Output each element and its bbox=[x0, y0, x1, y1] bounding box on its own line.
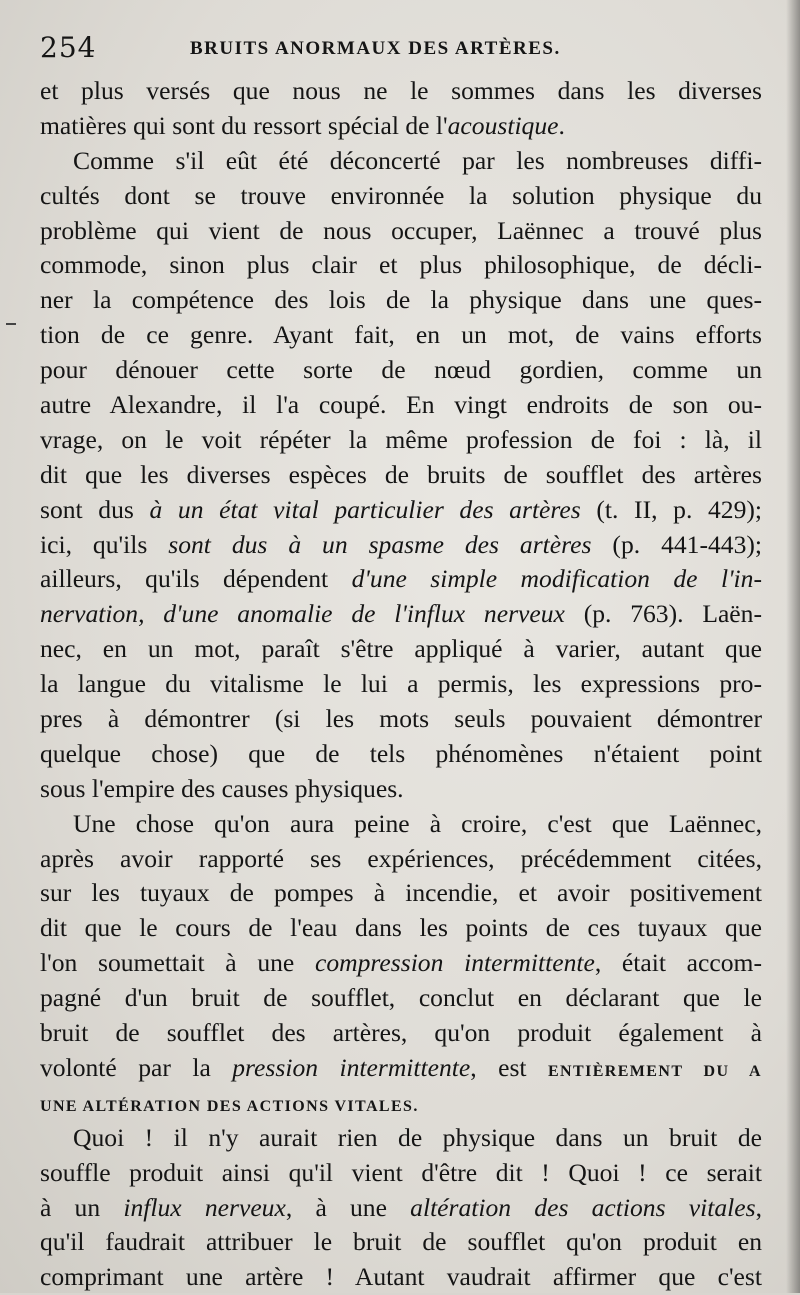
text-line bbox=[40, 562, 762, 597]
text-line bbox=[40, 842, 762, 877]
text-segment: ailleurs, qu'ils dépendent bbox=[40, 564, 352, 594]
text-segment: pour dénouer cette sorte de nœud gordien, comme un bbox=[40, 355, 762, 385]
text-segment: . bbox=[558, 110, 565, 140]
text-segment: Comme s'il eût été déconcerté par les nombreuses diffi- bbox=[73, 145, 762, 175]
text-line bbox=[40, 597, 762, 632]
text-segment: cultés dont se trouve environnée la solution physique du bbox=[40, 180, 762, 210]
text-line bbox=[40, 423, 762, 458]
text-line bbox=[40, 1086, 762, 1121]
text-segment: problème qui vient de nous occuper, Laënnec a trouvé plus bbox=[40, 215, 762, 245]
text-line bbox=[40, 1260, 762, 1295]
text-line bbox=[40, 911, 762, 946]
text-segment: et plus versés que nous ne le sommes dans les diverses bbox=[40, 76, 762, 105]
margin-mark bbox=[6, 323, 16, 325]
italic-text: nervation, d'une anomalie de l'influx nerveux bbox=[40, 599, 565, 629]
text-segment: , à une bbox=[285, 1192, 411, 1222]
text-segment: dit que le cours de l'eau dans les points de ces tuyaux que bbox=[40, 913, 762, 943]
small-caps-text: UNE ALTÉRATION DES ACTIONS VITALES. bbox=[40, 1097, 419, 1115]
text-line bbox=[40, 248, 762, 283]
text-segment: Quoi ! il n'y aurait rien de physique dans un bruit de bbox=[73, 1122, 762, 1152]
text-segment: , était accom- bbox=[594, 948, 762, 978]
text-segment: bruit de soufflet des artères, qu'on produit également à bbox=[40, 1018, 762, 1048]
page-number: 254 bbox=[40, 31, 97, 64]
text-segment: comprimant une artère ! Autant vaudrait affirmer que c'est bbox=[40, 1262, 762, 1292]
text-segment: tion de ce genre. Ayant fait, en un mot, de vains efforts bbox=[40, 320, 762, 350]
text-line bbox=[40, 632, 762, 667]
text-segment: ner la compétence des lois de la physique dans une ques- bbox=[40, 285, 762, 315]
text-segment: la langue du vitalisme le lui a permis, les expressions pro- bbox=[40, 669, 762, 699]
text-segment: Une chose qu'on aura peine à croire, c'est que Laënnec, bbox=[73, 808, 762, 838]
text-segment: dit que les diverses espèces de bruits de soufflet des artères bbox=[40, 459, 762, 489]
italic-text: altération des actions vitales bbox=[410, 1192, 756, 1222]
text-segment: quelque chose) que de tels phénomènes n'étaient point bbox=[40, 738, 762, 768]
text-line bbox=[40, 1225, 762, 1260]
text-line bbox=[40, 493, 762, 528]
text-line bbox=[40, 74, 762, 109]
text-segment: , est bbox=[470, 1052, 548, 1082]
text-line bbox=[40, 1191, 762, 1226]
text-line bbox=[40, 1156, 762, 1191]
text-line bbox=[40, 981, 762, 1016]
page-header bbox=[40, 30, 760, 66]
text-line bbox=[40, 283, 762, 318]
italic-text: d'une simple modification de l'in- bbox=[351, 564, 762, 594]
text-line bbox=[40, 1121, 762, 1156]
text-segment: qu'il faudrait attribuer le bruit de soufflet qu'on produit en bbox=[40, 1227, 762, 1257]
small-caps-text: ENTIÈREMENT DU A bbox=[547, 1062, 762, 1080]
text-segment: sont dus bbox=[40, 494, 150, 524]
text-segment: commode, sinon plus clair et plus philosophique, de décli- bbox=[40, 250, 762, 280]
italic-text: pression intermittente bbox=[232, 1052, 471, 1082]
text-segment: sous l'empire des causes physiques. bbox=[40, 773, 404, 803]
text-line bbox=[40, 772, 762, 807]
text-line bbox=[40, 144, 762, 179]
text-line bbox=[40, 702, 762, 737]
text-segment: autre Alexandre, il l'a coupé. En vingt endroits de son ou- bbox=[40, 390, 762, 420]
running-title: BRUITS ANORMAUX DES ARTÈRES. bbox=[190, 38, 561, 59]
text-segment: ici, qu'ils bbox=[40, 529, 169, 559]
text-segment: nec, en un mot, paraît s'être appliqué à varier, autant que bbox=[40, 634, 762, 664]
text-segment: après avoir rapporté ses expériences, précédemment citées, bbox=[40, 843, 762, 873]
text-segment: volonté par la bbox=[40, 1052, 233, 1082]
text-line bbox=[40, 353, 762, 388]
text-line bbox=[40, 214, 762, 249]
text-line bbox=[40, 109, 762, 144]
italic-text: acoustique bbox=[447, 110, 559, 140]
text-segment: vrage, on le voit répéter la même profession de foi : là, il bbox=[40, 424, 762, 454]
text-segment: (t. II, p. 429); bbox=[580, 494, 763, 524]
text-segment: pagné d'un bruit de soufflet, conclut en déclarant que le bbox=[40, 983, 762, 1013]
text-line bbox=[40, 1016, 762, 1051]
text-line bbox=[40, 1051, 762, 1086]
text-segment: (p. 441-443); bbox=[591, 529, 763, 559]
text-line bbox=[40, 388, 762, 423]
italic-text: compression intermittente bbox=[314, 948, 595, 978]
text-segment: , bbox=[755, 1192, 762, 1222]
text-segment: l'on soumettait à une bbox=[40, 948, 315, 978]
text-line bbox=[40, 528, 762, 563]
text-line bbox=[40, 179, 762, 214]
text-line bbox=[40, 876, 762, 911]
body-text bbox=[40, 74, 762, 1295]
text-line bbox=[40, 667, 762, 702]
italic-text: à un état vital particulier des artères bbox=[149, 494, 581, 524]
text-segment: matières qui sont du ressort spécial de l' bbox=[40, 110, 448, 140]
text-segment: à un bbox=[40, 1192, 124, 1222]
text-line bbox=[40, 737, 762, 772]
italic-text: sont dus à un spasme des artères bbox=[168, 529, 592, 559]
italic-text: influx nerveux bbox=[123, 1192, 286, 1222]
text-segment: (p. 763). Laën- bbox=[564, 599, 762, 629]
text-segment: sur les tuyaux de pompes à incendie, et avoir positivement bbox=[40, 878, 762, 908]
text-line bbox=[40, 458, 762, 493]
text-line bbox=[40, 946, 762, 981]
text-line bbox=[40, 807, 762, 842]
text-segment: pres à démontrer (si les mots seuls pouvaient démontrer bbox=[40, 704, 762, 734]
text-segment: souffle produit ainsi qu'il vient d'être dit ! Quoi ! ce serait bbox=[40, 1157, 762, 1187]
page-edge-shadow bbox=[786, 0, 800, 1293]
text-line bbox=[40, 318, 762, 353]
